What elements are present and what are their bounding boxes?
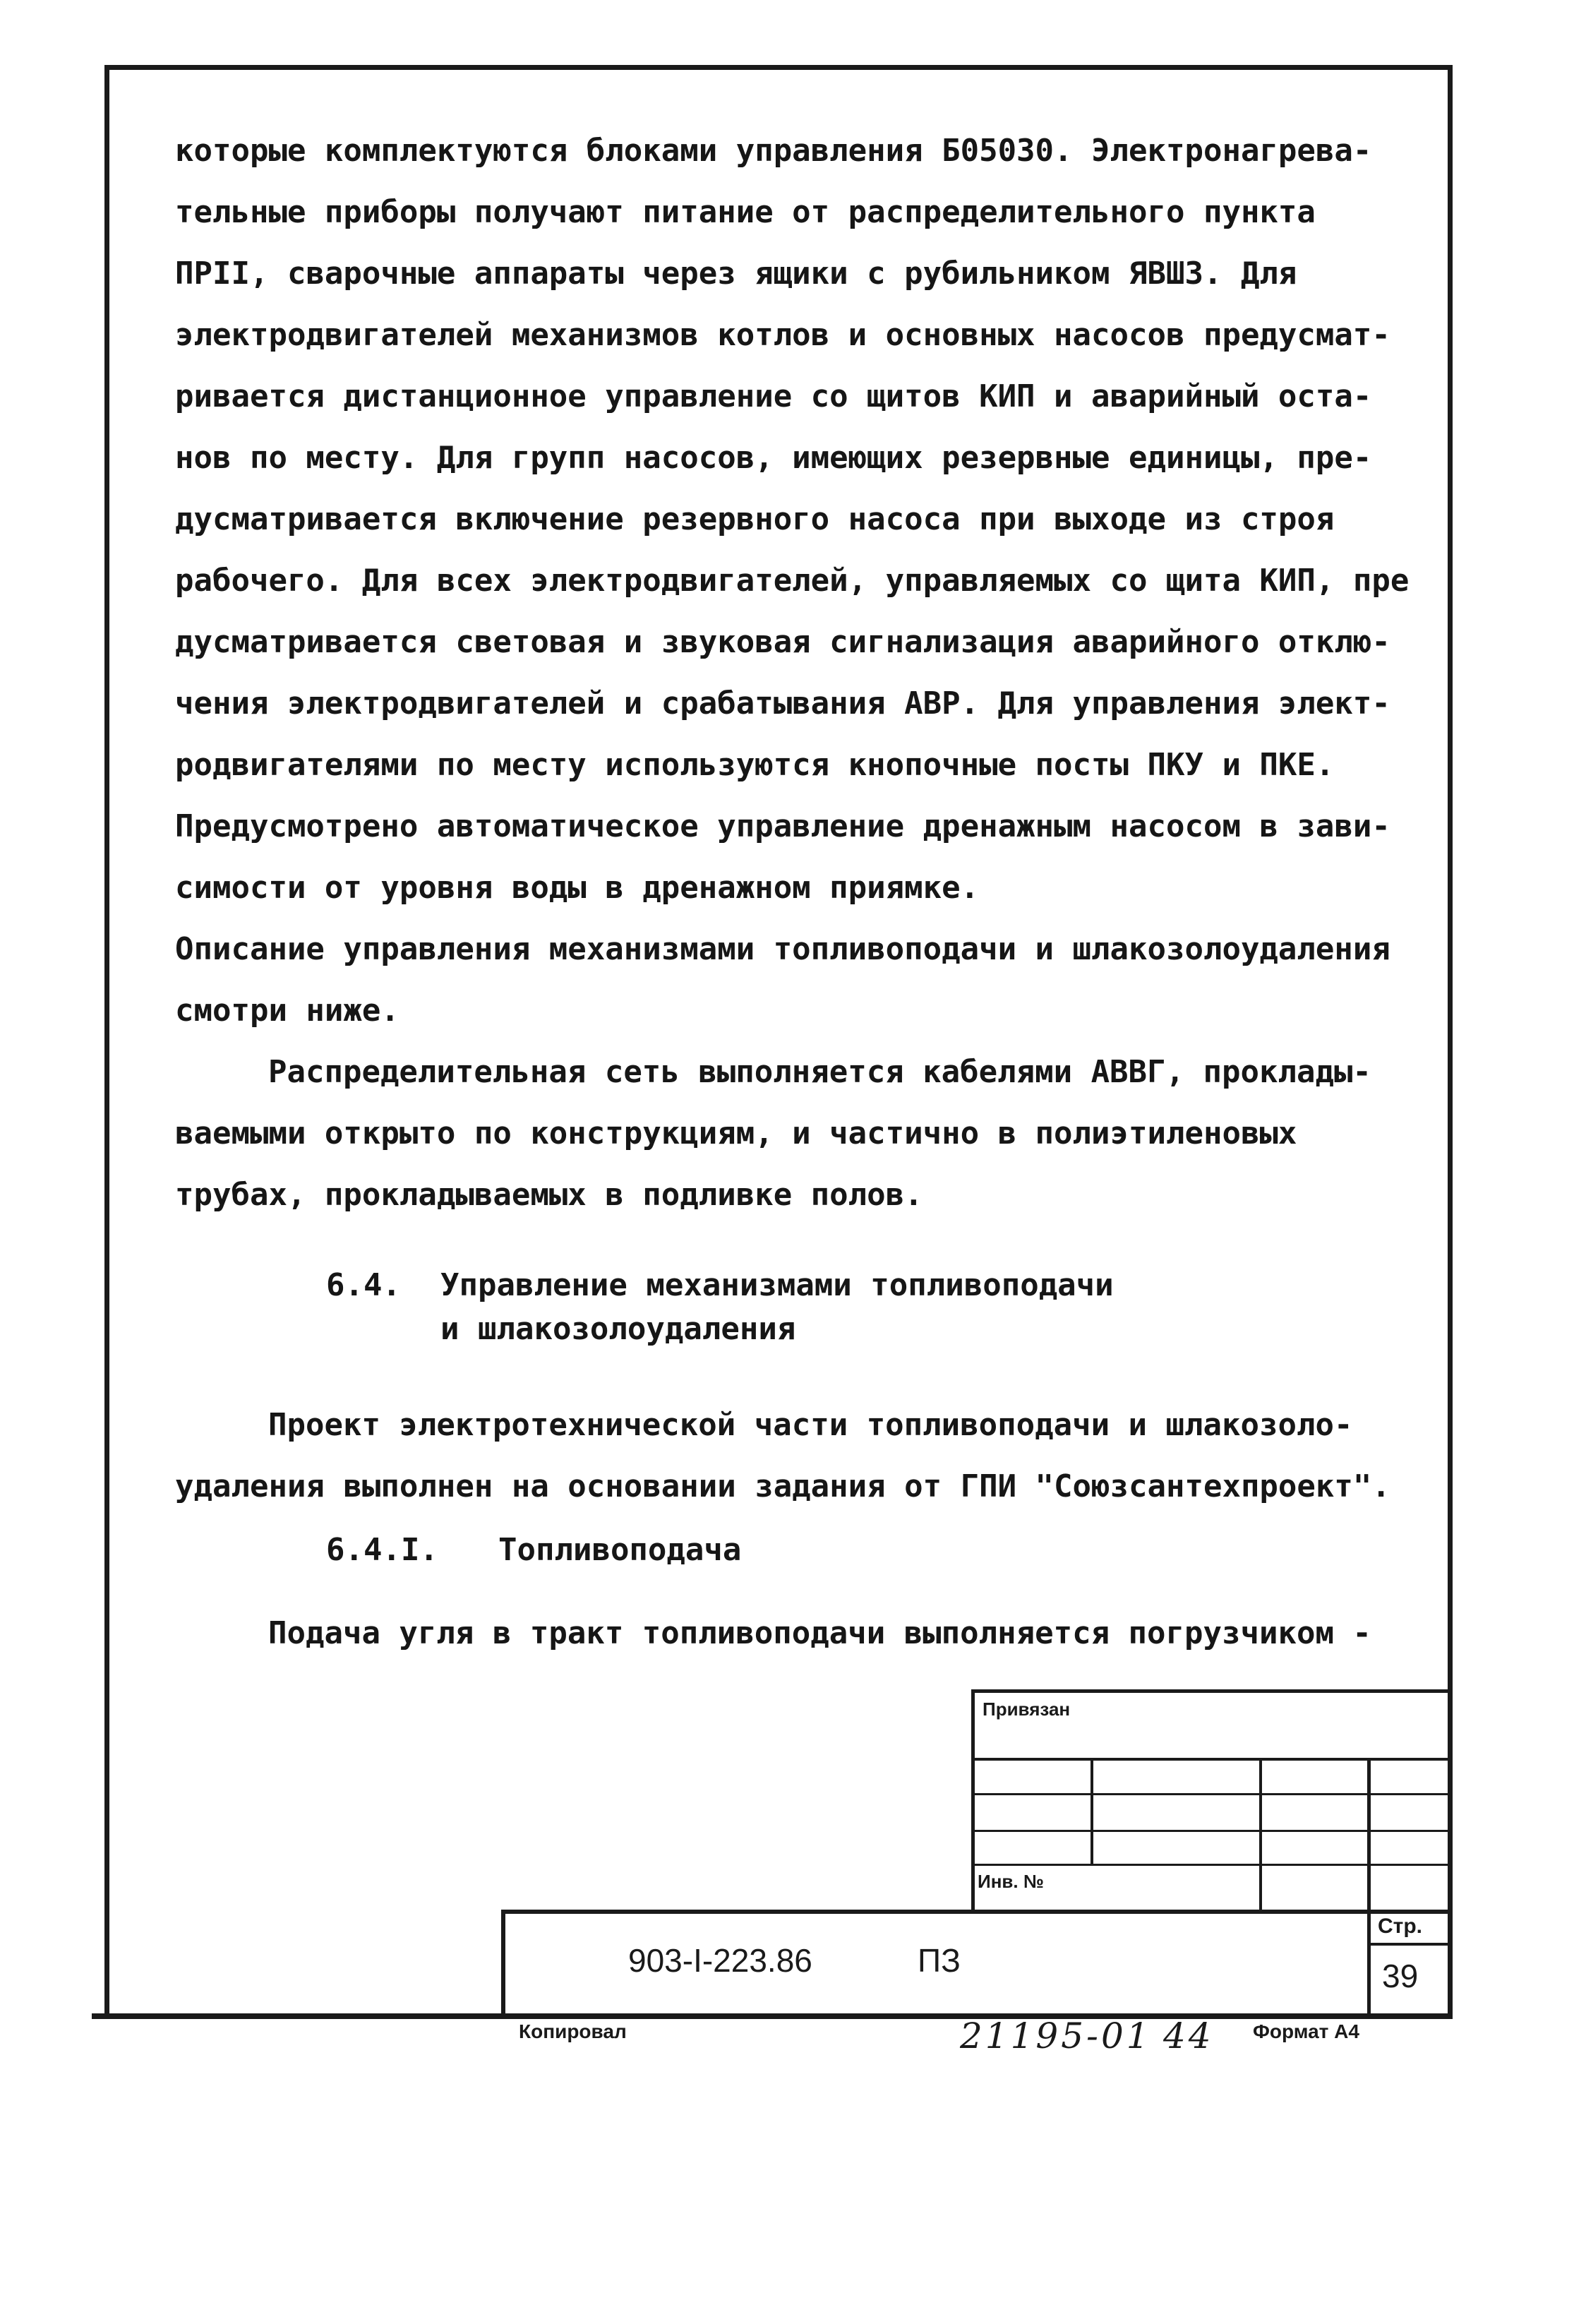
page-cell-divider xyxy=(1367,1943,1453,1946)
last-paragraph: Подача угля в тракт топливоподачи выполняется погрузчиком - xyxy=(268,1615,1371,1651)
text-line: чения электродвигателей и срабатывания АВР. Для управления элект- xyxy=(175,685,1390,721)
format-label: Формат А4 xyxy=(1253,2020,1359,2042)
stamp-row-line xyxy=(971,1793,1453,1795)
handwritten-number: 21195-01 xyxy=(960,2015,1152,2056)
text-line: которые комплектуются блоками управления Б05030. Электронагрева- xyxy=(175,133,1372,169)
subsection-title: Топливоподача xyxy=(498,1532,742,1568)
subsection-number: 6.4.I. xyxy=(326,1532,438,1568)
copied-label: Копировал xyxy=(519,2020,627,2042)
privyazan-label: Привязан xyxy=(983,1699,1071,1720)
text-line: родвигателями по месту используются кнопочные посты ПКУ и ПКЕ. xyxy=(175,747,1335,783)
text-line: дусматривается включение резервного насоса при выходе из строя xyxy=(175,501,1335,537)
text-line: симости от уровня воды в дренажном приямке. xyxy=(175,870,980,906)
page-label: Стр. xyxy=(1378,1915,1423,1938)
text-line: смотри ниже. xyxy=(175,993,399,1029)
section-heading xyxy=(326,1264,1114,1351)
text-line: Распределительная сеть выполняется кабелями АВВГ, проклады- xyxy=(268,1054,1371,1090)
text-line: рабочего. Для всех электродвигателей, управляемых со щита КИП, пре xyxy=(175,563,1410,599)
text-line: ривается дистанционное управление со щитов КИП и аварийный оста- xyxy=(175,378,1372,414)
text-line: ПРII, сварочные аппараты через ящики с рубильником ЯВШЗ. Для xyxy=(175,256,1297,292)
handwritten-page: 44 xyxy=(1163,2015,1214,2056)
text-line: Описание управления механизмами топливоподачи и шлакозолоудаления xyxy=(175,931,1390,967)
document-type: ПЗ xyxy=(918,1942,961,1979)
stamp-col-line xyxy=(1091,1758,1093,1864)
stamp-row-line xyxy=(971,1830,1453,1832)
text-line: удаления выполнен на основании задания от ГПИ "Союзсантехпроект". xyxy=(175,1468,1390,1504)
stamp-row-line xyxy=(971,1864,1453,1866)
subsection-heading xyxy=(326,1519,741,1581)
text-line: электродвигателей механизмов котлов и основных насосов предусмат- xyxy=(175,317,1390,353)
stamp-col-line xyxy=(1259,1758,1262,1910)
section-title: Управление механизмами топливоподачи xyxy=(440,1267,1114,1303)
text-line: Проект электротехнической части топливоподачи и шлакозоло- xyxy=(268,1407,1353,1443)
text-line: Предусмотрено автоматическое управление дренажным насосом в зави- xyxy=(175,808,1390,844)
body-paragraphs xyxy=(175,120,1446,1226)
text-line: дусматривается световая и звуковая сигнализация аварийного отклю- xyxy=(175,624,1390,660)
text-line: ваемыми открыто по конструкциям, и частично в полиэтиленовых xyxy=(175,1115,1297,1151)
text-line: тельные приборы получают питание от распределительного пункта xyxy=(175,194,1316,230)
text-line: нов по месту. Для групп насосов, имеющих резервные единицы, пре- xyxy=(175,440,1372,476)
project-paragraph xyxy=(175,1394,1446,1517)
document-code: 903-I-223.86 xyxy=(628,1942,812,1979)
page-number: 39 xyxy=(1382,1958,1419,1994)
inv-label: Инв. № xyxy=(978,1871,1044,1892)
section-number: 6.4. xyxy=(326,1267,401,1303)
section-title-continued: и шлакозолоудаления xyxy=(440,1311,796,1347)
stamp-row-line xyxy=(971,1758,1453,1761)
text-line: трубах, прокладываемых в подливке полов. xyxy=(175,1177,923,1213)
